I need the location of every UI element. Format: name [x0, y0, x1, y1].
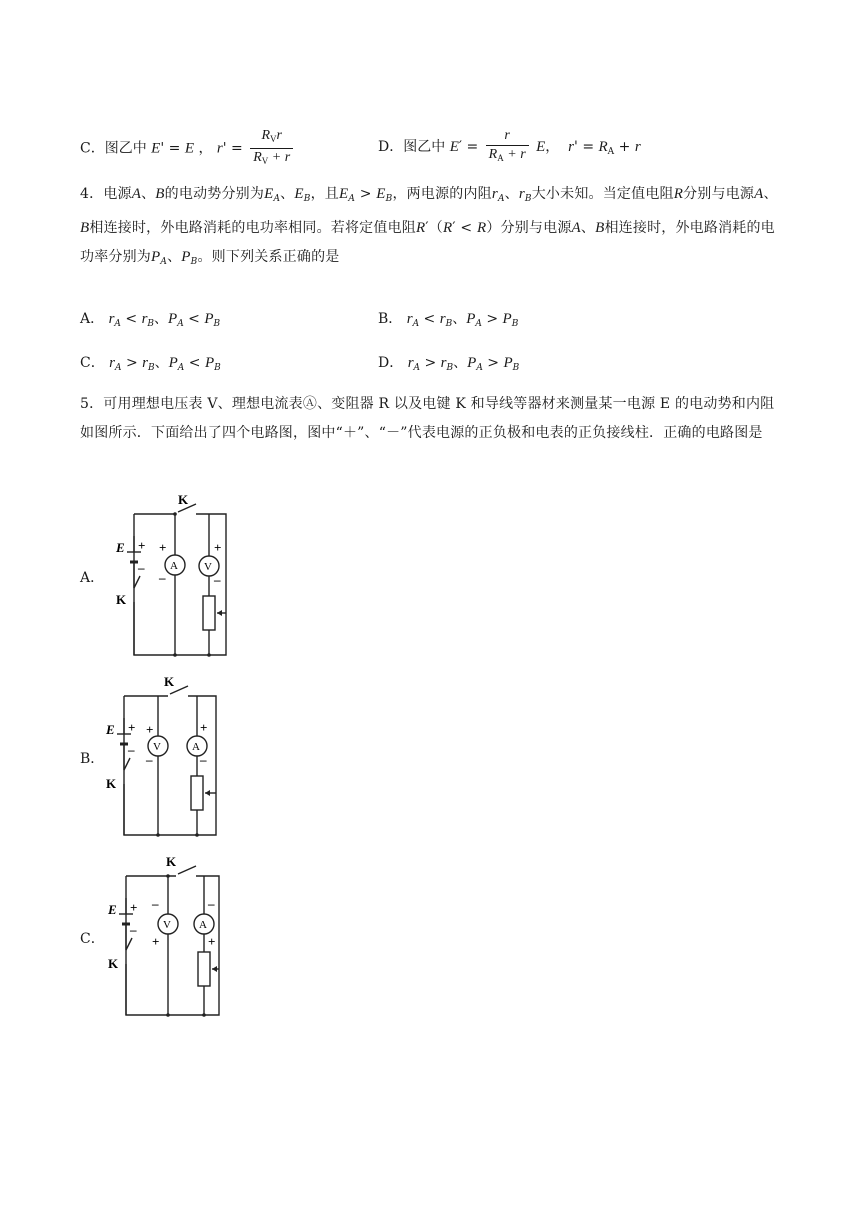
- circuit-diagram-a[interactable]: [110, 490, 240, 662]
- q4-option-c[interactable]: C． $r_A > r_B$、$P_A < P_B$: [80, 355, 221, 373]
- svg-text:+: +: [128, 720, 136, 735]
- svg-text:–: –: [214, 572, 221, 587]
- switch-label-a: K: [116, 592, 127, 607]
- svg-text:–: –: [130, 922, 137, 937]
- q4-stem: 4．电源A、B的电动势分别为$E_A$、$E_B$，且$E_A > E_B$，两电源的内阻$r_A$、$r_B$大小未知。当定值电阻R分别与电源A、B相连接时，外电路消耗的电功率相同。若将定值电阻R′（R′ < R）分别与电源A、B相连接时，外电路消耗的电功率分别为$P_A$、$P_B$。则下列关系正确的是: [80, 186, 778, 267]
- svg-text:–: –: [208, 896, 215, 911]
- svg-text:+: +: [159, 540, 167, 555]
- svg-text:K: K: [166, 854, 177, 869]
- emf-label-b: E: [106, 722, 115, 737]
- svg-text:–: –: [138, 560, 145, 575]
- svg-text:–: –: [152, 896, 159, 911]
- circuit-diagram-b[interactable]: [100, 672, 230, 844]
- svg-text:+: +: [200, 720, 208, 735]
- svg-text:+: +: [214, 540, 222, 555]
- svg-text:+: +: [208, 934, 216, 949]
- voltmeter-b-symbol: V: [153, 741, 161, 753]
- q5-stem: 5．可用理想电压表 V、理想电流表Ⓐ、变阻器 R 以及电键 K 和导线等器材来测量某一电源 E 的电动势和内阻如图所示．下面给出了四个电路图，图中“＋”、“－”代表电源的正负极和电表的正负接线柱．正确的电路图是: [80, 396, 775, 441]
- svg-text:+: +: [146, 722, 154, 737]
- q4-option-d[interactable]: D． $r_A > r_B$、$P_A > P_B$: [378, 355, 520, 373]
- ammeter-c-symbol: A: [199, 919, 207, 931]
- circuit-diagram-c[interactable]: [100, 852, 230, 1024]
- svg-text:+: +: [138, 538, 146, 553]
- svg-text:–: –: [159, 570, 166, 585]
- svg-text:K: K: [178, 492, 189, 507]
- q5-option-c-label[interactable]: C．: [80, 931, 105, 947]
- switch-label-b: K: [106, 776, 117, 791]
- q4-option-a[interactable]: A． $r_A < r_B$、$P_A < P_B$: [80, 311, 221, 329]
- switch-label-c: K: [108, 956, 119, 971]
- svg-text:K: K: [164, 674, 175, 689]
- fraction-rv-r: $\frac{R_Vr}{R_V + r}$: [250, 128, 293, 169]
- voltmeter-c-symbol: V: [163, 919, 171, 931]
- svg-text:–: –: [146, 752, 153, 767]
- q3-option-d[interactable]: D．图乙中 E′ = $\frac{r}{R_A + r}$ E， $r' = R_A + r$: [378, 128, 641, 166]
- emf-label-c: E: [108, 902, 117, 917]
- emf-label-a: E: [116, 540, 125, 555]
- svg-text:–: –: [128, 742, 135, 757]
- q4-option-b[interactable]: B． $r_A < r_B$、$P_A > P_B$: [378, 311, 519, 329]
- fraction-r-over-ra-r: $\frac{r}{R_A + r}$: [486, 128, 529, 166]
- ammeter-b-symbol: A: [192, 741, 200, 753]
- voltmeter-a-symbol: V: [204, 561, 212, 573]
- q5-option-b-label[interactable]: B．: [80, 751, 105, 767]
- svg-text:+: +: [130, 900, 138, 915]
- ammeter-a-symbol: A: [170, 560, 178, 572]
- q3-option-c[interactable]: C．图乙中 E' = E ， r' = $\frac{R_Vr}{R_V + r}$: [80, 128, 296, 169]
- svg-text:–: –: [200, 752, 207, 767]
- q5-option-a-label[interactable]: A．: [80, 570, 105, 586]
- svg-text:+: +: [152, 934, 160, 949]
